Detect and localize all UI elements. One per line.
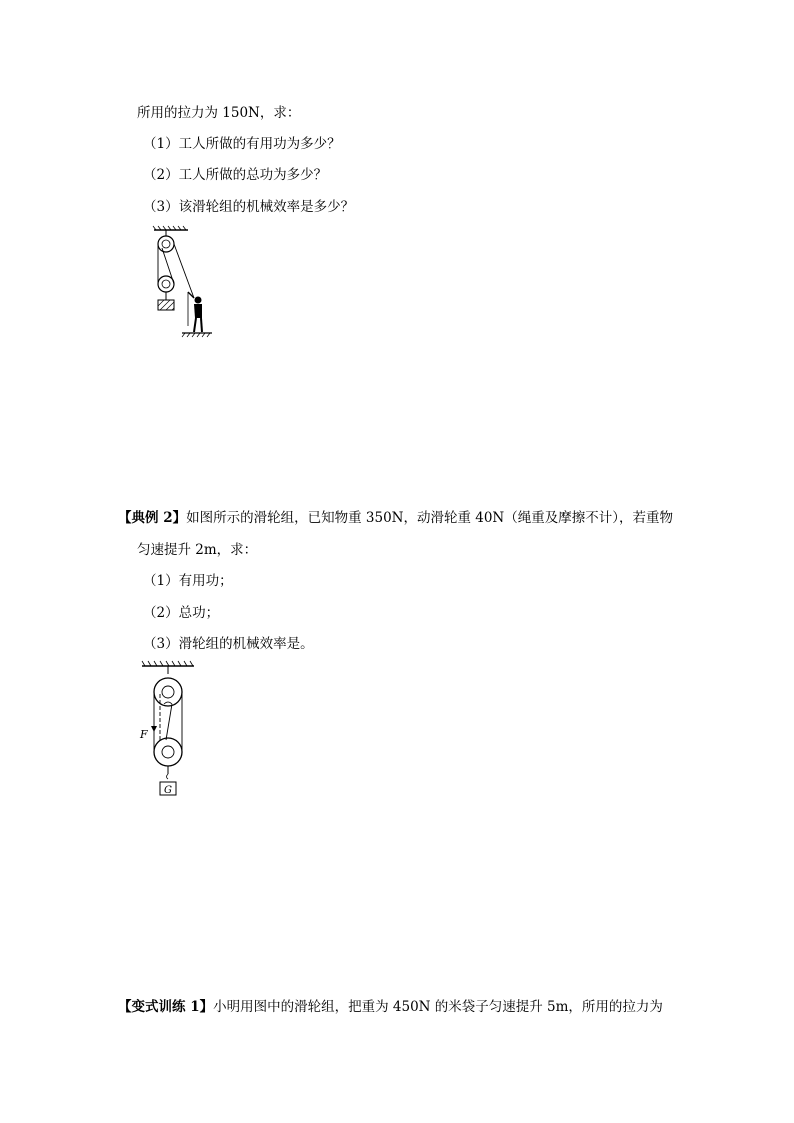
example2-text: 如图所示的滑轮组，已知物重 350N，动滑轮重 40N（绳重及摩擦不计），若重物 [186, 510, 673, 526]
problem1-question-3: （3）该滑轮组的机械效率是多少？ [143, 199, 355, 215]
force-label: F [140, 728, 148, 741]
problem1-question-1: （1）工人所做的有用功为多少？ [143, 136, 341, 152]
problem1-intro: 所用的拉力为 150N，求： [137, 105, 301, 121]
pulley-block-figure [138, 660, 198, 800]
variant1-tag: 【变式训练 1】 [118, 999, 214, 1015]
variant1-line-1 [118, 998, 663, 1016]
example2-tag: 【典例 2】 [118, 510, 187, 526]
example2-line-1 [118, 509, 673, 527]
pulley-worker-figure [148, 226, 228, 338]
example2-question-1: （1）有用功； [143, 573, 233, 589]
example2-line-2: 匀速提升 2m，求： [137, 542, 258, 558]
example2-question-3: （3）滑轮组的机械效率是。 [143, 636, 314, 652]
variant1-text: 小明用图中的滑轮组，把重为 450N 的米袋子匀速提升 5m，所用的拉力为 [213, 999, 663, 1015]
weight-label: G [164, 785, 172, 796]
example2-question-2: （2）总功； [143, 605, 220, 621]
problem1-question-2: （2）工人所做的总功为多少？ [143, 167, 328, 183]
